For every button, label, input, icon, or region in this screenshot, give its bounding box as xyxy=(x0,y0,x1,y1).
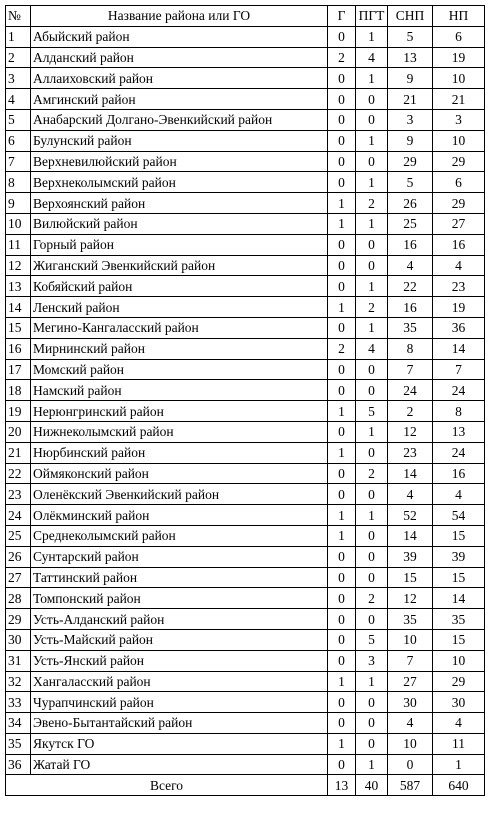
row-number: 1 xyxy=(6,26,31,47)
table-row xyxy=(6,421,485,442)
np-count: 21 xyxy=(433,89,485,110)
row-number: 23 xyxy=(6,484,31,505)
g-count: 1 xyxy=(328,401,356,422)
table-row xyxy=(6,359,485,380)
row-number: 29 xyxy=(6,609,31,630)
table-row xyxy=(6,525,485,546)
col-header-pgt: ПГТ xyxy=(356,6,388,27)
g-count: 1 xyxy=(328,442,356,463)
total-np: 640 xyxy=(433,775,485,796)
g-count: 0 xyxy=(328,546,356,567)
snp-count: 10 xyxy=(388,629,433,650)
g-count: 0 xyxy=(328,484,356,505)
district-name: Среднеколымский район xyxy=(31,525,328,546)
table-row xyxy=(6,68,485,89)
snp-count: 14 xyxy=(388,463,433,484)
table-row xyxy=(6,89,485,110)
total-label: Всего xyxy=(6,775,328,796)
snp-count: 2 xyxy=(388,401,433,422)
g-count: 0 xyxy=(328,26,356,47)
snp-count: 12 xyxy=(388,421,433,442)
table-row xyxy=(6,151,485,172)
snp-count: 24 xyxy=(388,380,433,401)
district-name: Хангаласский район xyxy=(31,671,328,692)
np-count: 3 xyxy=(433,109,485,130)
pgt-count: 0 xyxy=(356,89,388,110)
np-count: 7 xyxy=(433,359,485,380)
district-name: Момский район xyxy=(31,359,328,380)
pgt-count: 0 xyxy=(356,609,388,630)
g-count: 0 xyxy=(328,588,356,609)
np-count: 13 xyxy=(433,421,485,442)
np-count: 24 xyxy=(433,380,485,401)
row-number: 15 xyxy=(6,317,31,338)
np-count: 27 xyxy=(433,213,485,234)
table-row xyxy=(6,317,485,338)
np-count: 16 xyxy=(433,463,485,484)
table-row xyxy=(6,234,485,255)
np-count: 4 xyxy=(433,484,485,505)
row-number: 3 xyxy=(6,68,31,89)
g-count: 1 xyxy=(328,733,356,754)
snp-count: 16 xyxy=(388,297,433,318)
total-pgt: 40 xyxy=(356,775,388,796)
snp-count: 12 xyxy=(388,588,433,609)
np-count: 15 xyxy=(433,567,485,588)
snp-count: 5 xyxy=(388,26,433,47)
pgt-count: 2 xyxy=(356,297,388,318)
pgt-count: 0 xyxy=(356,484,388,505)
pgt-count: 1 xyxy=(356,213,388,234)
np-count: 8 xyxy=(433,401,485,422)
snp-count: 13 xyxy=(388,47,433,68)
g-count: 0 xyxy=(328,692,356,713)
district-name: Кобяйский район xyxy=(31,276,328,297)
np-count: 1 xyxy=(433,754,485,775)
np-count: 24 xyxy=(433,442,485,463)
table-row xyxy=(6,733,485,754)
district-name: Усть-Янский район xyxy=(31,650,328,671)
row-number: 6 xyxy=(6,130,31,151)
snp-count: 39 xyxy=(388,546,433,567)
table-row xyxy=(6,401,485,422)
g-count: 2 xyxy=(328,47,356,68)
table-row xyxy=(6,338,485,359)
district-name: Жатай ГО xyxy=(31,754,328,775)
district-name: Нюрбинский район xyxy=(31,442,328,463)
row-number: 20 xyxy=(6,421,31,442)
g-count: 1 xyxy=(328,213,356,234)
pgt-count: 1 xyxy=(356,317,388,338)
pgt-count: 0 xyxy=(356,692,388,713)
district-name: Аллаиховский район xyxy=(31,68,328,89)
np-count: 54 xyxy=(433,505,485,526)
np-count: 10 xyxy=(433,68,485,89)
np-count: 23 xyxy=(433,276,485,297)
np-count: 29 xyxy=(433,193,485,214)
pgt-count: 2 xyxy=(356,588,388,609)
pgt-count: 4 xyxy=(356,47,388,68)
g-count: 0 xyxy=(328,713,356,734)
pgt-count: 1 xyxy=(356,671,388,692)
np-count: 19 xyxy=(433,297,485,318)
table-body xyxy=(6,26,485,775)
table-row xyxy=(6,172,485,193)
np-count: 15 xyxy=(433,525,485,546)
np-count: 35 xyxy=(433,609,485,630)
snp-count: 7 xyxy=(388,359,433,380)
g-count: 0 xyxy=(328,650,356,671)
district-name: Верхнеколымский район xyxy=(31,172,328,193)
g-count: 0 xyxy=(328,609,356,630)
pgt-count: 1 xyxy=(356,276,388,297)
district-name: Верхоянский район xyxy=(31,193,328,214)
snp-count: 15 xyxy=(388,567,433,588)
header-row xyxy=(6,6,485,27)
np-count: 36 xyxy=(433,317,485,338)
table-row xyxy=(6,463,485,484)
district-name: Абыйский район xyxy=(31,26,328,47)
row-number: 35 xyxy=(6,733,31,754)
table-row xyxy=(6,484,485,505)
snp-count: 21 xyxy=(388,89,433,110)
snp-count: 9 xyxy=(388,68,433,89)
g-count: 0 xyxy=(328,151,356,172)
np-count: 16 xyxy=(433,234,485,255)
g-count: 0 xyxy=(328,109,356,130)
snp-count: 5 xyxy=(388,172,433,193)
row-number: 7 xyxy=(6,151,31,172)
table-row xyxy=(6,193,485,214)
row-number: 18 xyxy=(6,380,31,401)
row-number: 4 xyxy=(6,89,31,110)
g-count: 0 xyxy=(328,629,356,650)
g-count: 1 xyxy=(328,297,356,318)
pgt-count: 1 xyxy=(356,26,388,47)
col-header-np: НП xyxy=(433,6,485,27)
table-row xyxy=(6,650,485,671)
np-count: 14 xyxy=(433,588,485,609)
pgt-count: 1 xyxy=(356,754,388,775)
row-number: 36 xyxy=(6,754,31,775)
np-count: 10 xyxy=(433,650,485,671)
table-row xyxy=(6,380,485,401)
pgt-count: 5 xyxy=(356,401,388,422)
district-name: Алданский район xyxy=(31,47,328,68)
table-row xyxy=(6,442,485,463)
np-count: 29 xyxy=(433,671,485,692)
pgt-count: 1 xyxy=(356,505,388,526)
pgt-count: 0 xyxy=(356,567,388,588)
snp-count: 23 xyxy=(388,442,433,463)
pgt-count: 5 xyxy=(356,629,388,650)
np-count: 11 xyxy=(433,733,485,754)
row-number: 2 xyxy=(6,47,31,68)
table-row xyxy=(6,47,485,68)
total-g: 13 xyxy=(328,775,356,796)
district-name: Намский район xyxy=(31,380,328,401)
district-name: Анабарский Долгано-Эвенкийский район xyxy=(31,109,328,130)
snp-count: 27 xyxy=(388,671,433,692)
table-row xyxy=(6,629,485,650)
g-count: 1 xyxy=(328,193,356,214)
table-row xyxy=(6,588,485,609)
np-count: 14 xyxy=(433,338,485,359)
col-header-district-name: Название района или ГО xyxy=(31,6,328,27)
g-count: 0 xyxy=(328,380,356,401)
np-count: 19 xyxy=(433,47,485,68)
district-name: Мирнинский район xyxy=(31,338,328,359)
snp-count: 4 xyxy=(388,255,433,276)
table-row xyxy=(6,109,485,130)
np-count: 6 xyxy=(433,172,485,193)
row-number: 24 xyxy=(6,505,31,526)
district-name: Нижнеколымский район xyxy=(31,421,328,442)
g-count: 0 xyxy=(328,172,356,193)
col-header-g: Г xyxy=(328,6,356,27)
g-count: 0 xyxy=(328,130,356,151)
np-count: 4 xyxy=(433,255,485,276)
row-number: 16 xyxy=(6,338,31,359)
pgt-count: 0 xyxy=(356,234,388,255)
pgt-count: 1 xyxy=(356,421,388,442)
col-header-number: № xyxy=(6,6,31,27)
snp-count: 30 xyxy=(388,692,433,713)
district-name: Горный район xyxy=(31,234,328,255)
pgt-count: 2 xyxy=(356,463,388,484)
district-name: Олёкминский район xyxy=(31,505,328,526)
district-name: Сунтарский район xyxy=(31,546,328,567)
snp-count: 4 xyxy=(388,484,433,505)
g-count: 0 xyxy=(328,463,356,484)
g-count: 0 xyxy=(328,359,356,380)
pgt-count: 0 xyxy=(356,546,388,567)
g-count: 0 xyxy=(328,234,356,255)
total-row xyxy=(6,775,485,796)
pgt-count: 1 xyxy=(356,172,388,193)
snp-count: 29 xyxy=(388,151,433,172)
np-count: 10 xyxy=(433,130,485,151)
row-number: 5 xyxy=(6,109,31,130)
snp-count: 35 xyxy=(388,317,433,338)
pgt-count: 0 xyxy=(356,733,388,754)
row-number: 13 xyxy=(6,276,31,297)
np-count: 4 xyxy=(433,713,485,734)
district-name: Оленёкский Эвенкийский район xyxy=(31,484,328,505)
table-row xyxy=(6,546,485,567)
row-number: 34 xyxy=(6,713,31,734)
np-count: 39 xyxy=(433,546,485,567)
snp-count: 26 xyxy=(388,193,433,214)
snp-count: 22 xyxy=(388,276,433,297)
pgt-count: 3 xyxy=(356,650,388,671)
snp-count: 35 xyxy=(388,609,433,630)
row-number: 33 xyxy=(6,692,31,713)
table-row xyxy=(6,213,485,234)
row-number: 32 xyxy=(6,671,31,692)
row-number: 22 xyxy=(6,463,31,484)
g-count: 0 xyxy=(328,68,356,89)
row-number: 10 xyxy=(6,213,31,234)
district-name: Жиганский Эвенкийский район xyxy=(31,255,328,276)
table-row xyxy=(6,609,485,630)
snp-count: 9 xyxy=(388,130,433,151)
g-count: 2 xyxy=(328,338,356,359)
district-name: Чурапчинский район xyxy=(31,692,328,713)
row-number: 21 xyxy=(6,442,31,463)
table-row xyxy=(6,567,485,588)
np-count: 6 xyxy=(433,26,485,47)
table-row xyxy=(6,754,485,775)
snp-count: 3 xyxy=(388,109,433,130)
district-name: Верхневилюйский район xyxy=(31,151,328,172)
snp-count: 52 xyxy=(388,505,433,526)
col-header-snp: СНП xyxy=(388,6,433,27)
district-name: Томпонский район xyxy=(31,588,328,609)
pgt-count: 0 xyxy=(356,525,388,546)
np-count: 29 xyxy=(433,151,485,172)
row-number: 25 xyxy=(6,525,31,546)
table-row xyxy=(6,692,485,713)
district-name: Вилюйский район xyxy=(31,213,328,234)
row-number: 12 xyxy=(6,255,31,276)
pgt-count: 0 xyxy=(356,713,388,734)
row-number: 8 xyxy=(6,172,31,193)
total-snp: 587 xyxy=(388,775,433,796)
pgt-count: 0 xyxy=(356,255,388,276)
table-row xyxy=(6,130,485,151)
table-row xyxy=(6,671,485,692)
row-number: 19 xyxy=(6,401,31,422)
np-count: 15 xyxy=(433,629,485,650)
table-row xyxy=(6,255,485,276)
snp-count: 0 xyxy=(388,754,433,775)
table-row xyxy=(6,297,485,318)
pgt-count: 0 xyxy=(356,359,388,380)
snp-count: 25 xyxy=(388,213,433,234)
pgt-count: 1 xyxy=(356,130,388,151)
district-name: Усть-Майский район xyxy=(31,629,328,650)
g-count: 1 xyxy=(328,525,356,546)
row-number: 30 xyxy=(6,629,31,650)
g-count: 1 xyxy=(328,505,356,526)
snp-count: 14 xyxy=(388,525,433,546)
g-count: 0 xyxy=(328,89,356,110)
row-number: 28 xyxy=(6,588,31,609)
g-count: 0 xyxy=(328,754,356,775)
pgt-count: 4 xyxy=(356,338,388,359)
row-number: 11 xyxy=(6,234,31,255)
district-name: Оймяконский район xyxy=(31,463,328,484)
district-name: Якутск ГО xyxy=(31,733,328,754)
row-number: 27 xyxy=(6,567,31,588)
districts-table xyxy=(5,5,485,796)
district-name: Ленский район xyxy=(31,297,328,318)
row-number: 17 xyxy=(6,359,31,380)
district-name: Усть-Алданский район xyxy=(31,609,328,630)
district-name: Булунский район xyxy=(31,130,328,151)
row-number: 31 xyxy=(6,650,31,671)
g-count: 0 xyxy=(328,421,356,442)
pgt-count: 0 xyxy=(356,109,388,130)
g-count: 0 xyxy=(328,317,356,338)
pgt-count: 1 xyxy=(356,68,388,89)
district-name: Таттинский район xyxy=(31,567,328,588)
np-count: 30 xyxy=(433,692,485,713)
table-row xyxy=(6,505,485,526)
pgt-count: 2 xyxy=(356,193,388,214)
snp-count: 16 xyxy=(388,234,433,255)
snp-count: 10 xyxy=(388,733,433,754)
snp-count: 7 xyxy=(388,650,433,671)
table-row xyxy=(6,26,485,47)
g-count: 0 xyxy=(328,567,356,588)
row-number: 14 xyxy=(6,297,31,318)
pgt-count: 0 xyxy=(356,442,388,463)
row-number: 9 xyxy=(6,193,31,214)
snp-count: 4 xyxy=(388,713,433,734)
pgt-count: 0 xyxy=(356,380,388,401)
table-row xyxy=(6,713,485,734)
pgt-count: 0 xyxy=(356,151,388,172)
district-name: Амгинский район xyxy=(31,89,328,110)
snp-count: 8 xyxy=(388,338,433,359)
table-row xyxy=(6,276,485,297)
row-number: 26 xyxy=(6,546,31,567)
g-count: 1 xyxy=(328,671,356,692)
district-name: Нерюнгринский район xyxy=(31,401,328,422)
g-count: 0 xyxy=(328,276,356,297)
district-name: Мегино-Кангаласский район xyxy=(31,317,328,338)
g-count: 0 xyxy=(328,255,356,276)
district-name: Эвено-Бытантайский район xyxy=(31,713,328,734)
